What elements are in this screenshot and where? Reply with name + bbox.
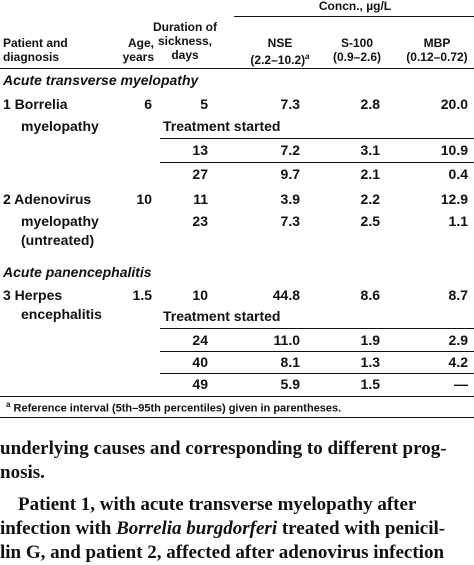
body-line: nosis. — [0, 462, 45, 483]
table-row: 1 Borrelia 6 5 7.3 2.8 20.0 — [3, 96, 468, 112]
table-row: 2 Adenovirus 10 11 3.9 2.2 12.9 — [3, 191, 468, 207]
table-row: 49 5.9 1.5 — — [192, 376, 468, 392]
header-rule — [0, 68, 474, 69]
section-title: Acute panencephalitis — [3, 264, 152, 280]
table-row: 13 7.2 3.1 10.9 — [192, 142, 468, 158]
table-row: (untreated) — [21, 232, 95, 248]
table-row: myelopathy Treatment started — [21, 118, 281, 134]
header-concn: Concn., µg/L — [318, 0, 392, 13]
table-row: 40 8.1 1.3 4.2 — [192, 354, 468, 370]
row-rule — [160, 162, 474, 163]
table-row: myelopathy 23 7.3 2.5 1.1 — [21, 213, 468, 229]
row-rule — [160, 373, 474, 374]
header-nse: NSE $(2.2-10.2)^a$ — [250, 36, 310, 67]
row-rule — [160, 351, 474, 352]
row-rule — [160, 138, 474, 139]
body-line: underlying causes and corresponding to different prog- — [0, 438, 447, 459]
table-row: encephalitis Treatment started — [21, 306, 281, 324]
header-mbp: MBP (0.12–0.72) — [406, 36, 468, 64]
header-age: Age, years — [122, 36, 154, 64]
body-line: Patient 1, with acute transverse myelopathy after — [18, 494, 417, 515]
row-rule — [160, 328, 474, 329]
table-bottom-rule — [0, 417, 474, 418]
body-line: lin G, and patient 2, affected after adenovirus infection — [0, 542, 445, 563]
body-text — [0, 437, 474, 565]
table-row: 24 11.0 1.9 2.9 — [192, 332, 468, 348]
header-patient-diagnosis: Patient and diagnosis — [3, 36, 68, 64]
section-title: Acute transverse myelopathy — [3, 72, 199, 88]
table-footnote: $^a$ Reference interval (5th–95th percentiles) given in parentheses. — [6, 400, 342, 415]
table-row: 3 Herpes 1.5 10 44.8 8.6 8.7 — [3, 287, 468, 303]
header-s100: S-100 (0.9–2.6) — [332, 36, 382, 64]
concn-rule — [234, 16, 474, 17]
header-duration: Duration of sickness, days — [153, 20, 217, 62]
body-line: infection with Borrelia burgdorferi treated with penicil- — [0, 518, 446, 539]
table-row: 27 9.7 2.1 0.4 — [192, 166, 468, 182]
footer-rule — [0, 396, 474, 397]
